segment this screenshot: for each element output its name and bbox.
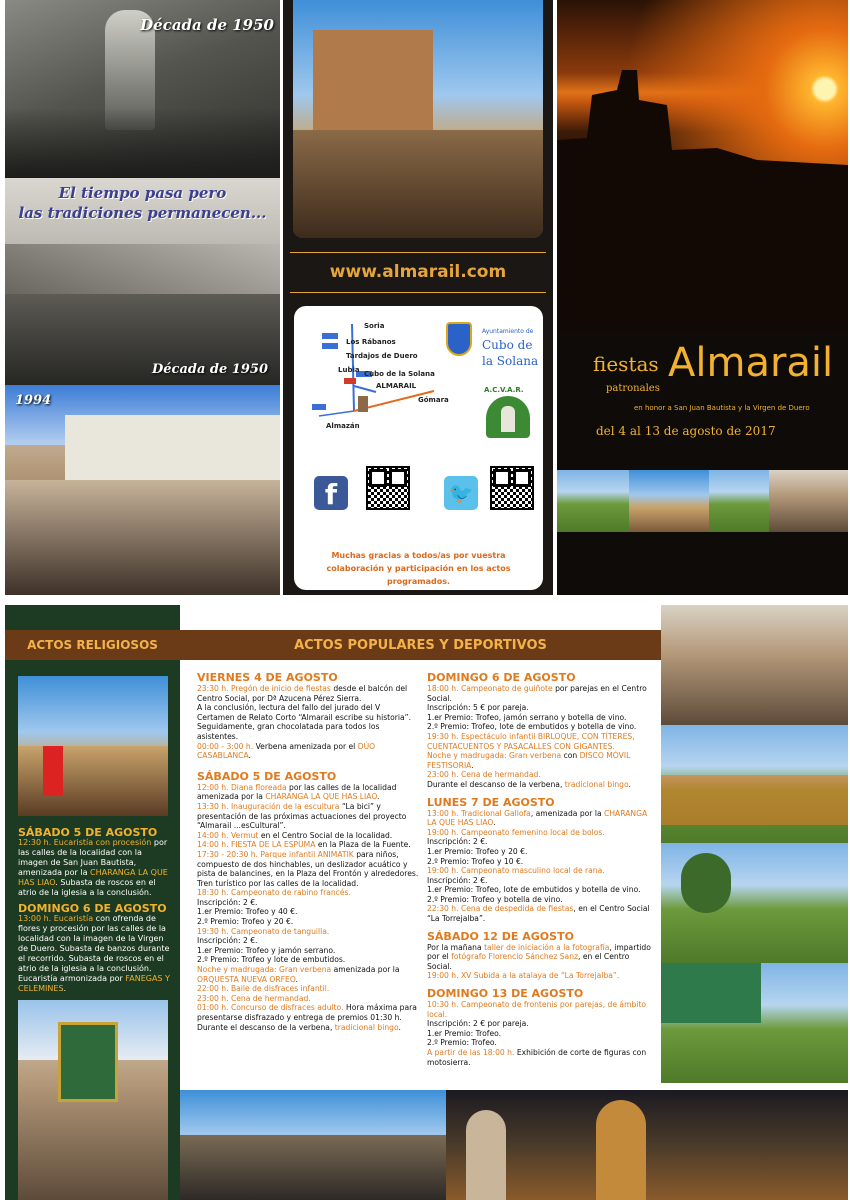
divider-line-bottom bbox=[290, 292, 546, 293]
caption-1994: 1994 bbox=[15, 393, 52, 408]
program-column-1: VIERNES 4 DE AGOSTO 23:30 h. Pregón de inicio de fiestas desde el balcón del Centro Social, por Dª Azucena Pérez Sierra. A la conclusión, lectura del fallo del jurado del V Certamen de Relato Corto “Almarail escribe su historia”. Seguidamente, gran chocolatada para todos los asistentes. 00:00 - 3:00 h. Verbena amenizada por el DÚO CASABLANCA. SÁBADO 5 DE AGOSTO 12:00 h. Diana floreada por las calles de la localidad amenizada por la CHARANGA LA QUE HAS LIAO. 13:30 h. Inauguración de la escultura “La bici” y presentación de las próximas actuaciones del proyecto “Almarail ...esCultural”. 14:00 h. Vermut en el Centro Social de la localidad. 14:00 h. FIESTA DE LA ESPUMA en la Plaza de la Fuente. 17:30 - 20:30 h. Parque infantil ANIMATIK para niños, compuesto de dos hinchables, un deslizador acuático y pista de balancines, en la Plaza del Frontón y alrededores. Tren turístico por las calles de la localidad. 18:30 h. Campeonato de rabino francés. Inscripción: 2 €. 1.er Premio: Trofeo y 40 €. 2.º Premio: Trofeo y 20 €. 19:30 h. Campeonato de tanguilla. Inscripción: 2 €. 1.er Premio: Trofeo y jamón serrano. 2.º Premio: Trofeo y lote de embutidos. Noche y madrugada: Gran verbena amenizada por la ORQUESTA NUEVA ORFEO. 22:00 h. Baile de disfraces infantil. 23:00 h. Cena de hermandad. 01:00 h. Concurso de disfraces adulto. Hora máxima para presentarse disfrazado y entrega de premios 01:30 h. Durante el descanso de la verbena, tradicional bingo. bbox=[197, 671, 419, 1032]
thanks-message: Muchas gracias a todos/as por vuestra colaboración y participación en los actos programados. bbox=[326, 551, 511, 586]
photo-strip-3 bbox=[709, 470, 769, 532]
photo-religious-procession bbox=[18, 676, 168, 816]
title-fiestas: fiestas bbox=[593, 352, 659, 376]
qr-code-facebook[interactable] bbox=[366, 466, 410, 510]
route-map bbox=[304, 316, 444, 446]
map-label-cubo: Cubo de la Solana bbox=[364, 370, 435, 378]
twitter-icon[interactable]: 🐦 bbox=[444, 476, 478, 510]
website-link[interactable]: www.almarail.com bbox=[329, 262, 507, 282]
divider-line-top bbox=[290, 252, 546, 253]
photo-puppets bbox=[446, 1090, 661, 1200]
map-label-soria: Soria bbox=[364, 322, 385, 330]
acvar-logo-icon bbox=[486, 396, 530, 438]
photo-strip-2 bbox=[629, 470, 709, 532]
religiosos-day-1: SÁBADO 5 DE AGOSTO 12:30 h. Eucaristía con procesión por las calles de la localidad con la imagen de San Juan Bautista, amenizada por la CHARANGA LA QUE HAS LIAO. Subasta de roscos en el atrio de la iglesia a la conclusión. bbox=[18, 828, 170, 898]
solana-label: la Solana bbox=[482, 354, 539, 368]
lunes-7-title: LUNES 7 DE AGOSTO bbox=[427, 795, 555, 809]
sunset-photo bbox=[557, 0, 848, 330]
caption-decada-1950-top: Década de 1950 bbox=[140, 16, 274, 34]
slogan-line-1: El tiempo pasa pero bbox=[58, 184, 227, 202]
religiosos-header: ACTOS RELIGIOSOS bbox=[5, 630, 180, 660]
populares-header: ACTOS POPULARES Y DEPORTIVOS bbox=[180, 630, 661, 660]
photo-frontenis bbox=[661, 963, 848, 1083]
facebook-icon[interactable]: f bbox=[314, 476, 348, 510]
acvar-label: A.C.V.A.R. bbox=[484, 386, 524, 394]
religiosos-day-2: DOMINGO 6 DE AGOSTO 13:00 h. Eucaristía con ofrenda de flores y procesión por las calles de la localidad con la imagen de la Virgen de Duero. Subasta de banzos durante el recorrido. Subasta de roscos en el atrio de la iglesia a la conclusión. Eucaristía armonizada por FANEGAS Y CELEMINES. bbox=[18, 902, 170, 993]
photo-dinner bbox=[661, 605, 848, 725]
info-card bbox=[294, 306, 543, 590]
photo-1950-village bbox=[5, 244, 280, 385]
title-patronales: patronales bbox=[606, 383, 660, 394]
title-almarail: Almarail bbox=[668, 340, 834, 386]
map-label-almazan: Almazán bbox=[326, 422, 360, 430]
domingo-6-title: DOMINGO 6 DE AGOSTO bbox=[427, 671, 576, 684]
festival-dates: del 4 al 13 de agosto de 2017 bbox=[596, 424, 776, 438]
map-label-tardajos: Tardajos de Duero bbox=[346, 352, 418, 360]
photo-1950-procession bbox=[5, 0, 280, 178]
domingo-13-title: DOMINGO 13 DE AGOSTO bbox=[427, 987, 584, 1001]
cover-bottom bbox=[557, 532, 848, 595]
photo-hike bbox=[661, 843, 848, 963]
coat-of-arms-icon bbox=[446, 322, 472, 356]
honor-text: en honor a San Juan Bautista y la Virgen de Duero bbox=[634, 404, 810, 412]
qr-code-twitter[interactable] bbox=[490, 466, 534, 510]
photo-strip-1 bbox=[557, 470, 629, 532]
castle-silhouette bbox=[557, 0, 848, 330]
photo-procession-2017 bbox=[293, 0, 543, 238]
religiosos-day-1-title: SÁBADO 5 DE AGOSTO bbox=[18, 826, 158, 839]
cubo-label: Cubo de bbox=[482, 338, 533, 352]
map-label-lubia: Lubia bbox=[338, 366, 360, 374]
photo-group-orange bbox=[661, 725, 848, 843]
viernes-4-title: VIERNES 4 DE AGOSTO bbox=[197, 671, 338, 684]
photo-banner-procession bbox=[18, 1000, 168, 1200]
slogan-panel bbox=[5, 178, 280, 244]
slogan-line-2: las tradiciones permanecen... bbox=[18, 204, 267, 222]
photo-night-crowd bbox=[661, 1090, 848, 1200]
ayuntamiento-label: Ayuntamiento de bbox=[482, 328, 534, 335]
photo-group-sculpture bbox=[180, 1090, 446, 1200]
sabado-12-title: SÁBADO 12 DE AGOSTO bbox=[427, 929, 574, 943]
sabado-5-title: SÁBADO 5 DE AGOSTO bbox=[197, 769, 337, 783]
map-label-gomara: Gómara bbox=[418, 396, 449, 404]
program-column-2: DOMINGO 6 DE AGOSTO 18:00 h. Campeonato de guiñote por parejas en el Centro Social. Inscripción: 5 € por pareja. 1.er Premio: Trofeo, jamón serrano y botella de vino. 2.º Premio: Trofeo, lote de embutidos y botella de vino. 19:30 h. Espectáculo infantil BIRLOQUE, CON TÍTERES, CUENTACUENTOS Y PASACALLES CON GIGANTES. Noche y madrugada: Gran verbena con DISCO MÓVIL FESTISORIA. 23:00 h. Cena de hermandad. Durante el descanso de la verbena, tradicional bingo. LUNES 7 DE AGOSTO 13:00 h. Tradicional Gallofa, amenizada por la CHARANGA LA QUE HAS LIAO. 19:00 h. Campeonato femenino local de bolos. Inscripción: 2 €. 1.er Premio: Trofeo y 20 €. 2.º Premio: Trofeo y 10 €. 19:00 h. Campeonato masculino local de rana. Inscripción: 2 €. 1.er Premio: Trofeo, lote de embutidos y botella de vino. 2.º Premio: Trofeo y botella de vino. 22:30 h. Cena de despedida de fiestas, en el Centro Social “La Torrejalba”. SÁBADO 12 DE AGOSTO Por la mañana taller de iniciación a la fotografía, impartido por el fotógrafo Florencio Sánchez Sanz, en el Centro Social. 19:00 h. XV Subida a la atalaya de “La Torrejalba”. DOMINGO 13 DE AGOSTO 10:30 h. Campeonato de frontenis por parejas, de ámbito local. Inscripción: 2 € por pareja. 1.er Premio: Trofeo. 2.º Premio: Trofeo. A partir de las 18:00 h. Exhibición de corte de figuras con motosierra. bbox=[427, 666, 653, 1067]
map-label-almarail: ALMARAIL bbox=[376, 382, 417, 390]
photo-strip-4 bbox=[769, 470, 848, 532]
map-label-los-rabanos: Los Rábanos bbox=[346, 338, 396, 346]
caption-decada-1950-mid: Década de 1950 bbox=[152, 362, 268, 377]
photo-1994 bbox=[5, 385, 280, 595]
religiosos-day-2-title: DOMINGO 6 DE AGOSTO bbox=[18, 902, 167, 915]
